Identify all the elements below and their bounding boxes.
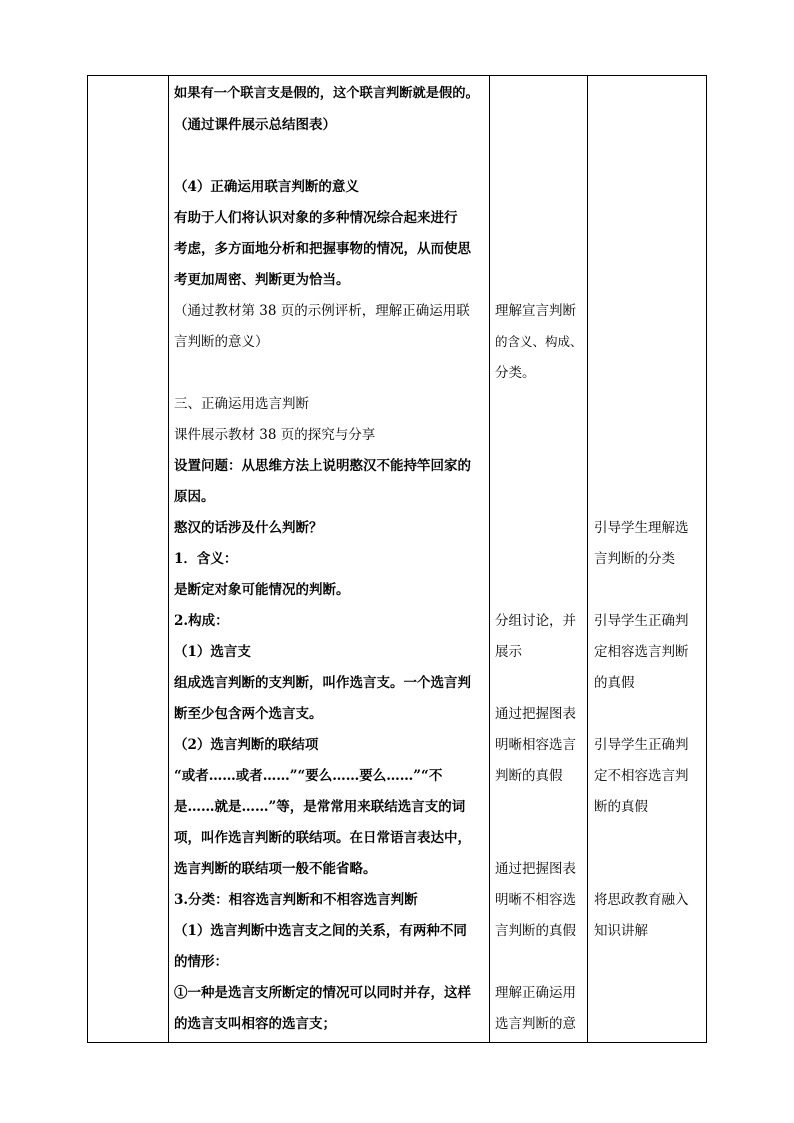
content-line: 1．含义： (174, 551, 238, 567)
student-activity-line: 通过把握图表 (495, 861, 576, 877)
content-line: 课件展示教材 38 页的探究与分享 (174, 427, 376, 443)
content-line: ①一种是选言支所断定的情况可以同时并存，这样 (174, 985, 471, 1001)
content-line: （通过教材第 38 页的示例评析，理解正确运用联 (174, 303, 470, 319)
content-line: 断至少包含两个选言支。 (174, 706, 323, 722)
teacher-guidance-line: 断的真假 (594, 799, 648, 815)
teacher-guidance-line: 引导学生理解选 (594, 520, 689, 536)
content-line: 2.构成： (174, 613, 229, 629)
content-line: 项，叫作选言判断的联结项。在日常语言表达中， (174, 830, 471, 846)
student-activity-line: 理解正确运用 (495, 985, 576, 1001)
teacher-guidance-line: 的真假 (594, 675, 635, 691)
column-divider (168, 76, 169, 1042)
content-line: 选言判断的联结项一般不能省略。 (174, 861, 377, 877)
content-line: 原因。 (174, 489, 215, 505)
content-line: 言判断的意义） (174, 334, 269, 350)
teacher-guidance-line: 言判断的分类 (594, 551, 675, 567)
teacher-guidance-line: 引导学生正确判 (594, 613, 689, 629)
content-line: （4）正确运用联言判断的意义 (174, 179, 359, 195)
lesson-plan-table (87, 75, 707, 1043)
student-activity-line: 言判断的真假 (495, 923, 576, 939)
student-activity-line: 展示 (495, 644, 522, 660)
content-line: 有助于人们将认识对象的多种情况综合起来进行 (174, 210, 458, 226)
teacher-guidance-line: 将思政教育融入 (594, 892, 689, 908)
student-activity-line: 判断的真假 (495, 768, 563, 784)
content-line: 组成选言判断的支判断，叫作选言支。一个选言判 (174, 675, 471, 691)
column-divider (489, 76, 490, 1042)
content-line: 三、正确运用选言判断 (174, 396, 309, 412)
teacher-guidance-line: 知识讲解 (594, 923, 648, 939)
content-line: （1）选言支 (174, 644, 251, 660)
student-activity-line: 通过把握图表 (495, 706, 576, 722)
content-line: “或者……或者……”“要么……要么……”“不 (174, 768, 443, 784)
teacher-guidance-line: 引导学生正确判 (594, 737, 689, 753)
content-line: 憨汉的话涉及什么判断？ (174, 520, 323, 536)
content-line: 是断定对象可能情况的判断。 (174, 582, 350, 598)
content-line: 的选言支叫相容的选言支； (174, 1016, 336, 1032)
teacher-guidance-line: 定不相容选言判 (594, 768, 689, 784)
student-activity-line: 理解宣言判断 (495, 303, 576, 319)
content-line: 是……就是……”等，是常常用来联结选言支的词 (174, 799, 466, 815)
student-activity-line: 分组讨论，并 (495, 613, 576, 629)
content-line: 3.分类：相容选言判断和不相容选言判断 (174, 892, 418, 908)
content-line: （1）选言判断中选言支之间的关系，有两种不同 (174, 923, 467, 939)
column-divider (587, 76, 588, 1042)
content-line: 的情形： (174, 954, 228, 970)
content-line: （通过课件展示总结图表） (174, 117, 336, 133)
content-line: 设置问题：从思维方法上说明憨汉不能持竿回家的 (174, 458, 471, 474)
teacher-guidance-line: 定相容选言判断 (594, 644, 689, 660)
content-line: 考更加周密、判断更为恰当。 (174, 272, 350, 288)
student-activity-line: 选言判断的意 (495, 1016, 576, 1032)
content-line: 如果有一个联言支是假的，这个联言判断就是假的。 (174, 86, 479, 101)
content-line: （2）选言判断的联结项 (174, 737, 319, 753)
student-activity-line: 明晰不相容选 (495, 892, 576, 908)
student-activity-line: 明晰相容选言 (495, 737, 576, 753)
student-activity-line: 分类。 (495, 365, 536, 381)
student-activity-line: 的含义、构成、 (495, 334, 583, 349)
content-line: 考虑，多方面地分析和把握事物的情况，从而使思 (174, 241, 471, 257)
